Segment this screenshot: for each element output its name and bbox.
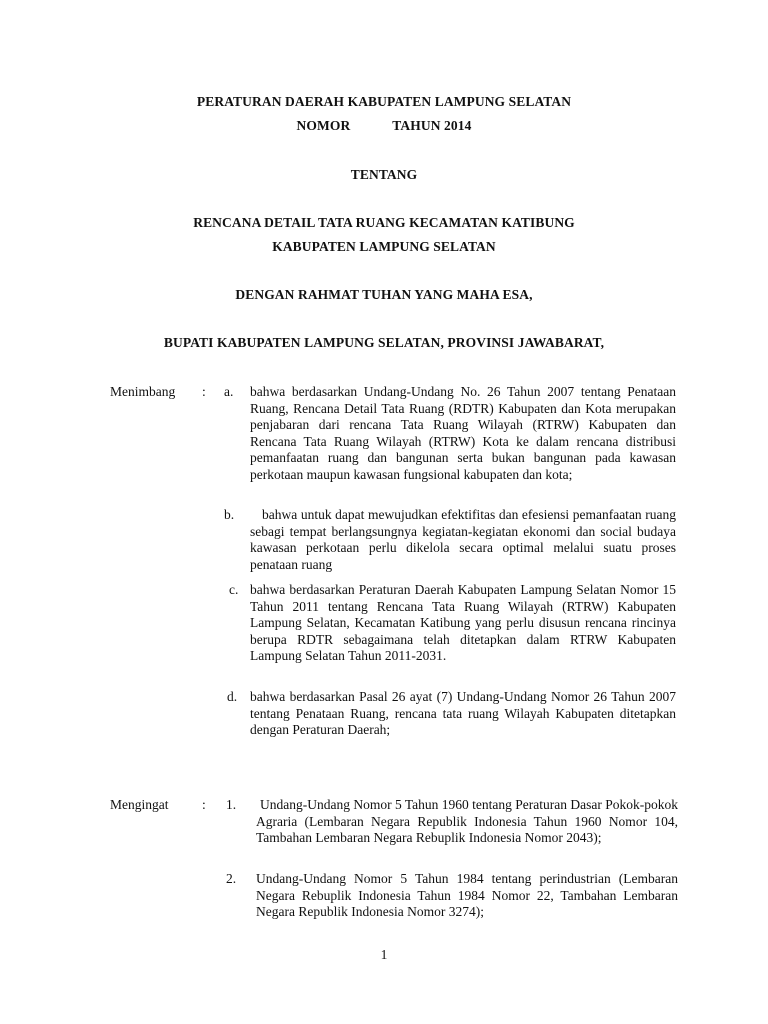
item-text: bahwa berdasarkan Undang-Undang No. 26 Tahun 2007 tentang Penataan Ruang, Rencana Detail Tata Ruang (RDTR) Kabupaten dan Kota merupakan penjabaran dari rencana Tata Ruang Wilayah (RTRW) Kabupaten dan Rencana Tata Ruang Wilayah (RTRW) Kota ke dalam rencana distribusi pemanfaatan ruang dan bangunan serta bukan bangunan pada kawasan perkotaan maupun kawasan fungsional kabupaten dan kota; <box>250 384 676 482</box>
item-text: Undang-Undang Nomor 5 Tahun 1960 tentang Peraturan Dasar Pokok-pokok Agraria (Lembaran Negara Republik Indonesia Tahun 1960 Nomor 104, Tambahan Lembaran Negara Rebuplik Indonesia Nomor 2043); <box>256 797 678 845</box>
menimbang-item-d <box>224 689 684 741</box>
mengingat-item-1 <box>226 797 686 865</box>
item-text: Undang-Undang Nomor 5 Tahun 1984 tentang perindustrian (Lembaran Negara Rebuplik Indonesia Tahun 1984 Nomor 22, Tambahan Lembaran Negara Republik Indonesia Nomor 3274); <box>256 871 678 919</box>
item-marker: b. <box>224 507 235 522</box>
mengingat-label: Mengingat <box>110 797 169 812</box>
regulation-number-line <box>0 117 768 135</box>
menimbang-item-b <box>224 507 684 575</box>
item-text: bahwa untuk dapat mewujudkan efektifitas dan efesiensi pemanfaatan ruang sebagi tempat berlangsungnya kegiatan-kegiatan ekonomi dan social budaya kawasan perkotaan perlu dikelola secara optimal melalui suatu proses penataan ruang <box>250 507 676 572</box>
tahun-label: TAHUN 2014 <box>392 118 472 133</box>
item-marker: d. <box>227 689 238 704</box>
subject-line-1: RENCANA DETAIL TATA RUANG KECAMATAN KATIBUNG <box>193 215 575 230</box>
menimbang-label: Menimbang <box>110 384 176 399</box>
menimbang-item-c <box>224 582 684 682</box>
blessing-line: DENGAN RAHMAT TUHAN YANG MAHA ESA, <box>235 287 533 302</box>
mengingat-item-2 <box>226 871 686 923</box>
regulation-title: PERATURAN DAERAH KABUPATEN LAMPUNG SELATAN <box>196 94 572 109</box>
item-marker: a. <box>224 384 234 399</box>
nomor-label: NOMOR <box>296 118 351 133</box>
menimbang-item-a <box>224 384 684 500</box>
menimbang-colon: : <box>202 384 206 399</box>
item-marker: c. <box>229 582 239 597</box>
tentang-heading: TENTANG <box>350 167 418 182</box>
item-marker: 2. <box>226 871 237 886</box>
item-text: bahwa berdasarkan Pasal 26 ayat (7) Undang-Undang Nomor 26 Tahun 2007 tentang Penataan Ruang, rencana tata ruang Wilayah Kabupaten ditetapkan dengan Peraturan Daerah; <box>250 689 676 737</box>
mengingat-colon: : <box>202 797 206 812</box>
item-text: bahwa berdasarkan Peraturan Daerah Kabupaten Lampung Selatan Nomor 15 Tahun 2011 tentang Rencana Tata Ruang Wilayah (RTRW) Kabupaten Lampung Selatan, Kecamatan Katibung yang perlu disusun rencana rincinya berupa RDTR sebagaimana telah ditetapkan dalam RTRW Kabupaten Lampung Selatan Tahun 2011-2031. <box>250 582 676 663</box>
page-number: 1 <box>380 947 388 962</box>
subject-line-2: KABUPATEN LAMPUNG SELATAN <box>272 239 496 254</box>
item-marker: 1. <box>226 797 237 812</box>
authority-line: BUPATI KABUPATEN LAMPUNG SELATAN, PROVINSI JAWABARAT, <box>163 335 605 350</box>
